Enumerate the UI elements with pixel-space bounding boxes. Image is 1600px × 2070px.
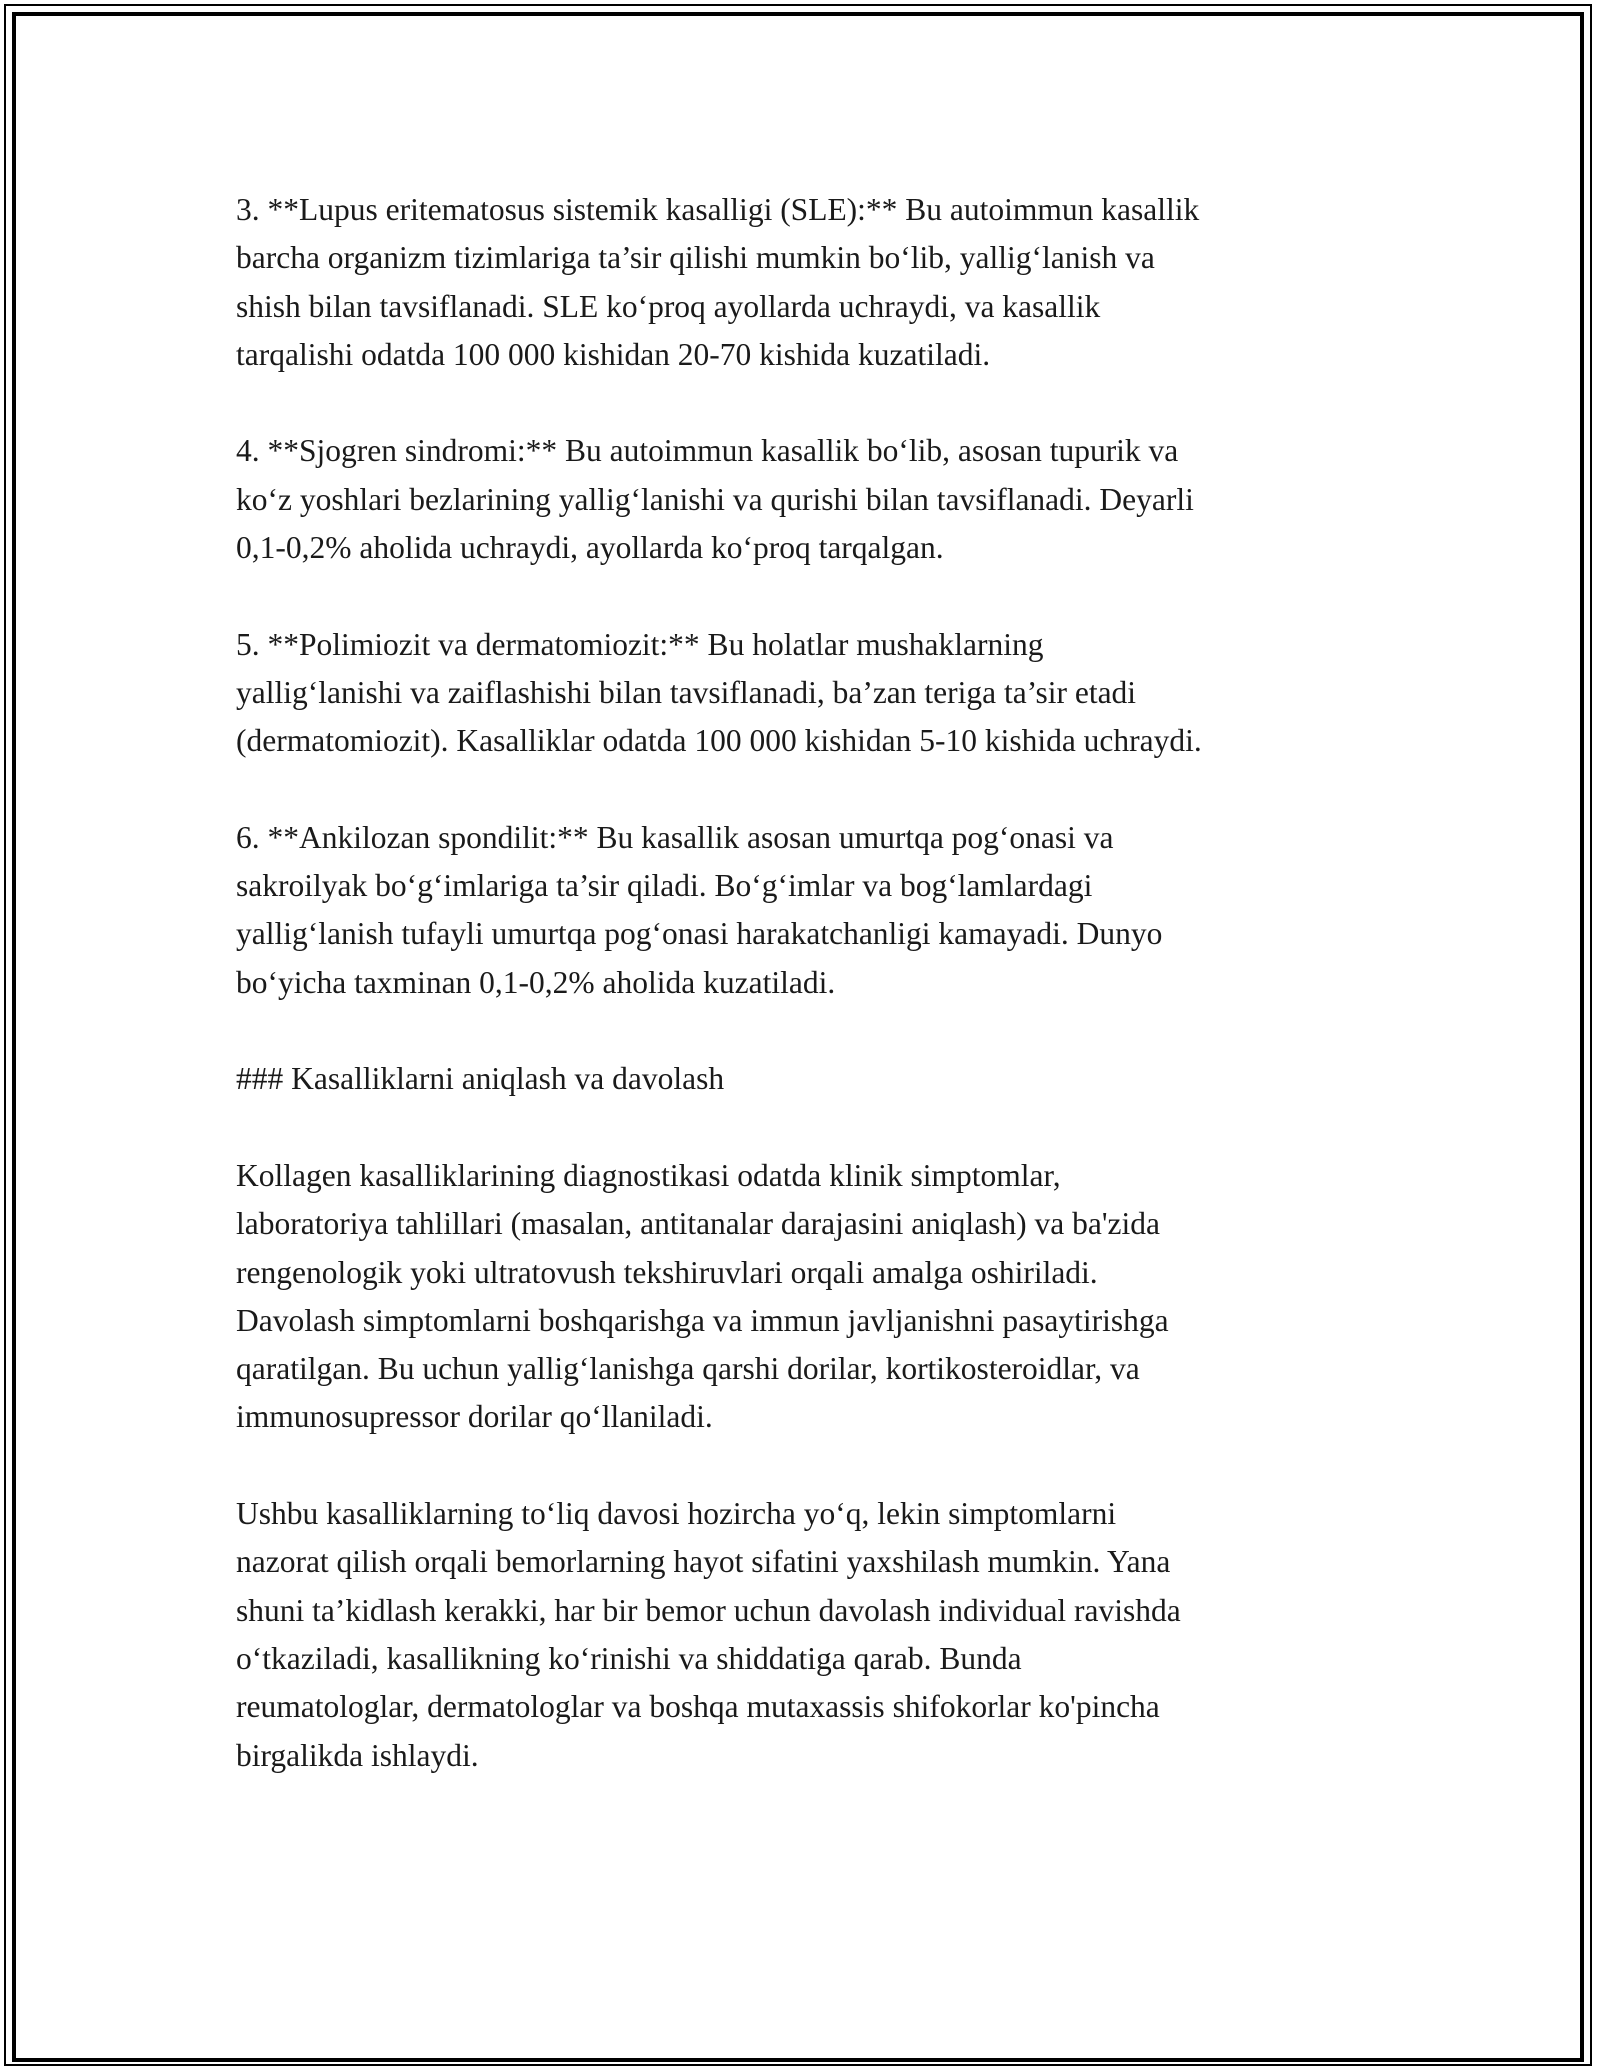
paragraph-ankilozan: 6. **Ankilozan spondilit:** Bu kasallik asosan umurtqa pog‘onasi va sakroilyak bo‘g‘imlariga ta’sir qiladi. Bo‘g‘imlar va bog‘lamlardagi yallig‘lanish tufayli umurtqa pog‘onasi harakatchanligi kamayadi. Dunyo bo‘yicha taxminan 0,1-0,2% aholida kuzatiladi. [236,819,1163,1000]
document-body [236,186,1386,1780]
paragraph-sle: 3. **Lupus eritematosus sistemik kasalligi (SLE):** Bu autoimmun kasallik barcha organizm tizimlariga ta’sir qilishi mumkin bo‘lib, yallig‘lanish va shish bilan tavsiflanadi. SLE ko‘proq ayollarda uchraydi, va kasallik tarqalishi odatda 100 000 kishidan 20-70 kishida kuzatiladi. [236,192,1200,372]
paragraph-diagnostika: Kollagen kasalliklarining diagnostikasi odatda klinik simptomlar, laboratoriya tahlillari (masalan, antitanalar darajasini aniqlash) va ba'zida rengenologik yoki ultratovush tekshiruvlari orqali amalga oshiriladi. Davolash simptomlarni boshqarishga va immun javljanishni pasaytirishga qaratilgan. Bu uchun yallig‘lanishga qarshi dorilar, kortikosteroidlar, va immunosupressor dorilar qo‘llaniladi. [236,1157,1169,1435]
paragraph-sjogren: 4. **Sjogren sindromi:** Bu autoimmun kasallik bo‘lib, asosan tupurik va ko‘z yoshlari bezlarining yallig‘lanishi va qurishi bilan tavsiflanadi. Deyarli 0,1-0,2% aholida uchraydi, ayollarda ko‘proq tarqalgan. [236,433,1194,566]
section-heading: ### Kasalliklarni aniqlash va davolash [236,1061,725,1097]
paragraph-polimiozit: 5. **Polimiozit va dermatomiozit:** Bu holatlar mushaklarning yallig‘lanishi va zaiflashishi bilan tavsiflanadi, ba’zan teriga ta’sir etadi (dermatomiozit). Kasalliklar odatda 100 000 kishidan 5-10 kishida uchraydi. [236,626,1202,759]
paragraph-davolash: Ushbu kasalliklarning to‘liq davosi hozircha yo‘q, lekin simptomlarni nazorat qilish orqali bemorlarning hayot sifatini yaxshilash mumkin. Yana shuni ta’kidlash kerakki, har bir bemor uchun davolash individual ravishda o‘tkaziladi, kasallikning ko‘rinishi va shiddatiga qarab. Bunda reumatologlar, dermatologlar va boshqa mutaxassis shifokorlar ko'pincha birgalikda ishlaydi. [236,1496,1181,1773]
